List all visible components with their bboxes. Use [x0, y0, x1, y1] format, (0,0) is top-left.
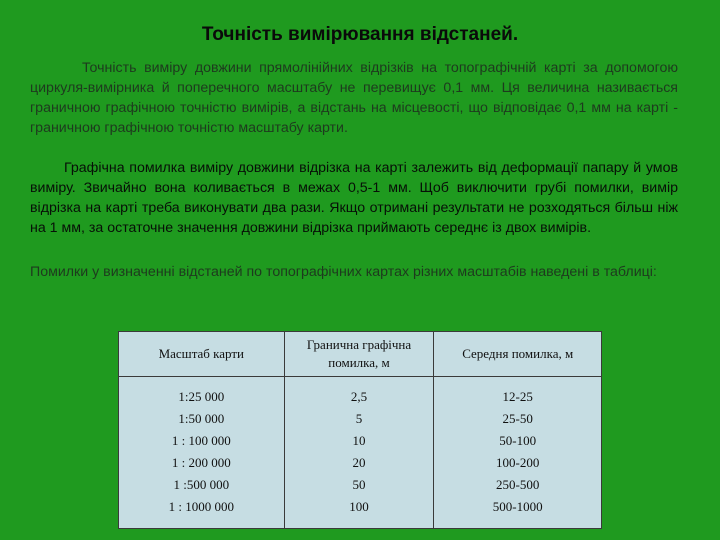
- scale-value: 1 : 1000 000: [168, 499, 234, 514]
- errors-table: [118, 331, 602, 529]
- mean-error-value: 250-500: [496, 477, 540, 492]
- paragraph-accuracy-definition: Точність виміру довжини прямолінійних відрізків на топографічній карті за допомогою циркуля-вимірника й поперечного масштабу не перевищує 0,1 мм. Ця величина називається граничною графічною точністю вимірів, а відстань на місцевості, що відповідає 0,1 мм на карті - граничною графічною точністю масштабу карти.: [30, 60, 678, 136]
- limit-error-value: 2,5: [350, 389, 368, 404]
- limit-errors-cell: [284, 377, 434, 529]
- mean-error-value: 25-50: [502, 411, 533, 426]
- table-row: [119, 377, 602, 529]
- mean-errors-cell: [434, 377, 602, 529]
- page-title: Точність вимірювання відстаней.: [201, 24, 519, 45]
- mean-error-value: 12-25: [502, 389, 533, 404]
- header-mean-error: Середня помилка, м: [434, 332, 602, 377]
- limit-error-value: 10: [352, 433, 366, 448]
- mean-error-value: 500-1000: [492, 499, 543, 514]
- paragraph-graphic-error: Графічна помилка виміру довжини відрізка на карті залежить від деформації папару й умов виміру. Звичайно вона коливається в межах 0,5-1 мм. Щоб виключити грубі помилки, вимір відрізка на карті треба виконувати два рази. Якщо отримані результати не розходяться більш ніж на 1 мм, за остаточне значення довжини відрізка приймають середнє із двох вимірів.: [30, 160, 678, 236]
- scales-cell: [119, 377, 285, 529]
- mean-error-value: 50-100: [499, 433, 537, 448]
- limit-error-value: 100: [349, 499, 369, 514]
- limit-error-value: 50: [352, 477, 366, 492]
- scale-value: 1 :500 000: [173, 477, 230, 492]
- scale-value: 1 : 200 000: [171, 455, 231, 470]
- limit-error-value: 20: [352, 455, 366, 470]
- header-limit-error: Гранична графічна помилка, м: [284, 332, 434, 377]
- paragraph-table-intro: Помилки у визначенні відстаней по топографічних картах різних масштабів наведені в таблиці:: [30, 264, 657, 280]
- table-header-row: [119, 332, 602, 377]
- scale-value: 1:25 000: [178, 389, 225, 404]
- header-scale: Масштаб карти: [119, 332, 285, 377]
- limit-error-value: 5: [355, 411, 363, 426]
- scale-value: 1:50 000: [178, 411, 225, 426]
- scale-value: 1 : 100 000: [171, 433, 231, 448]
- mean-error-value: 100-200: [496, 455, 540, 470]
